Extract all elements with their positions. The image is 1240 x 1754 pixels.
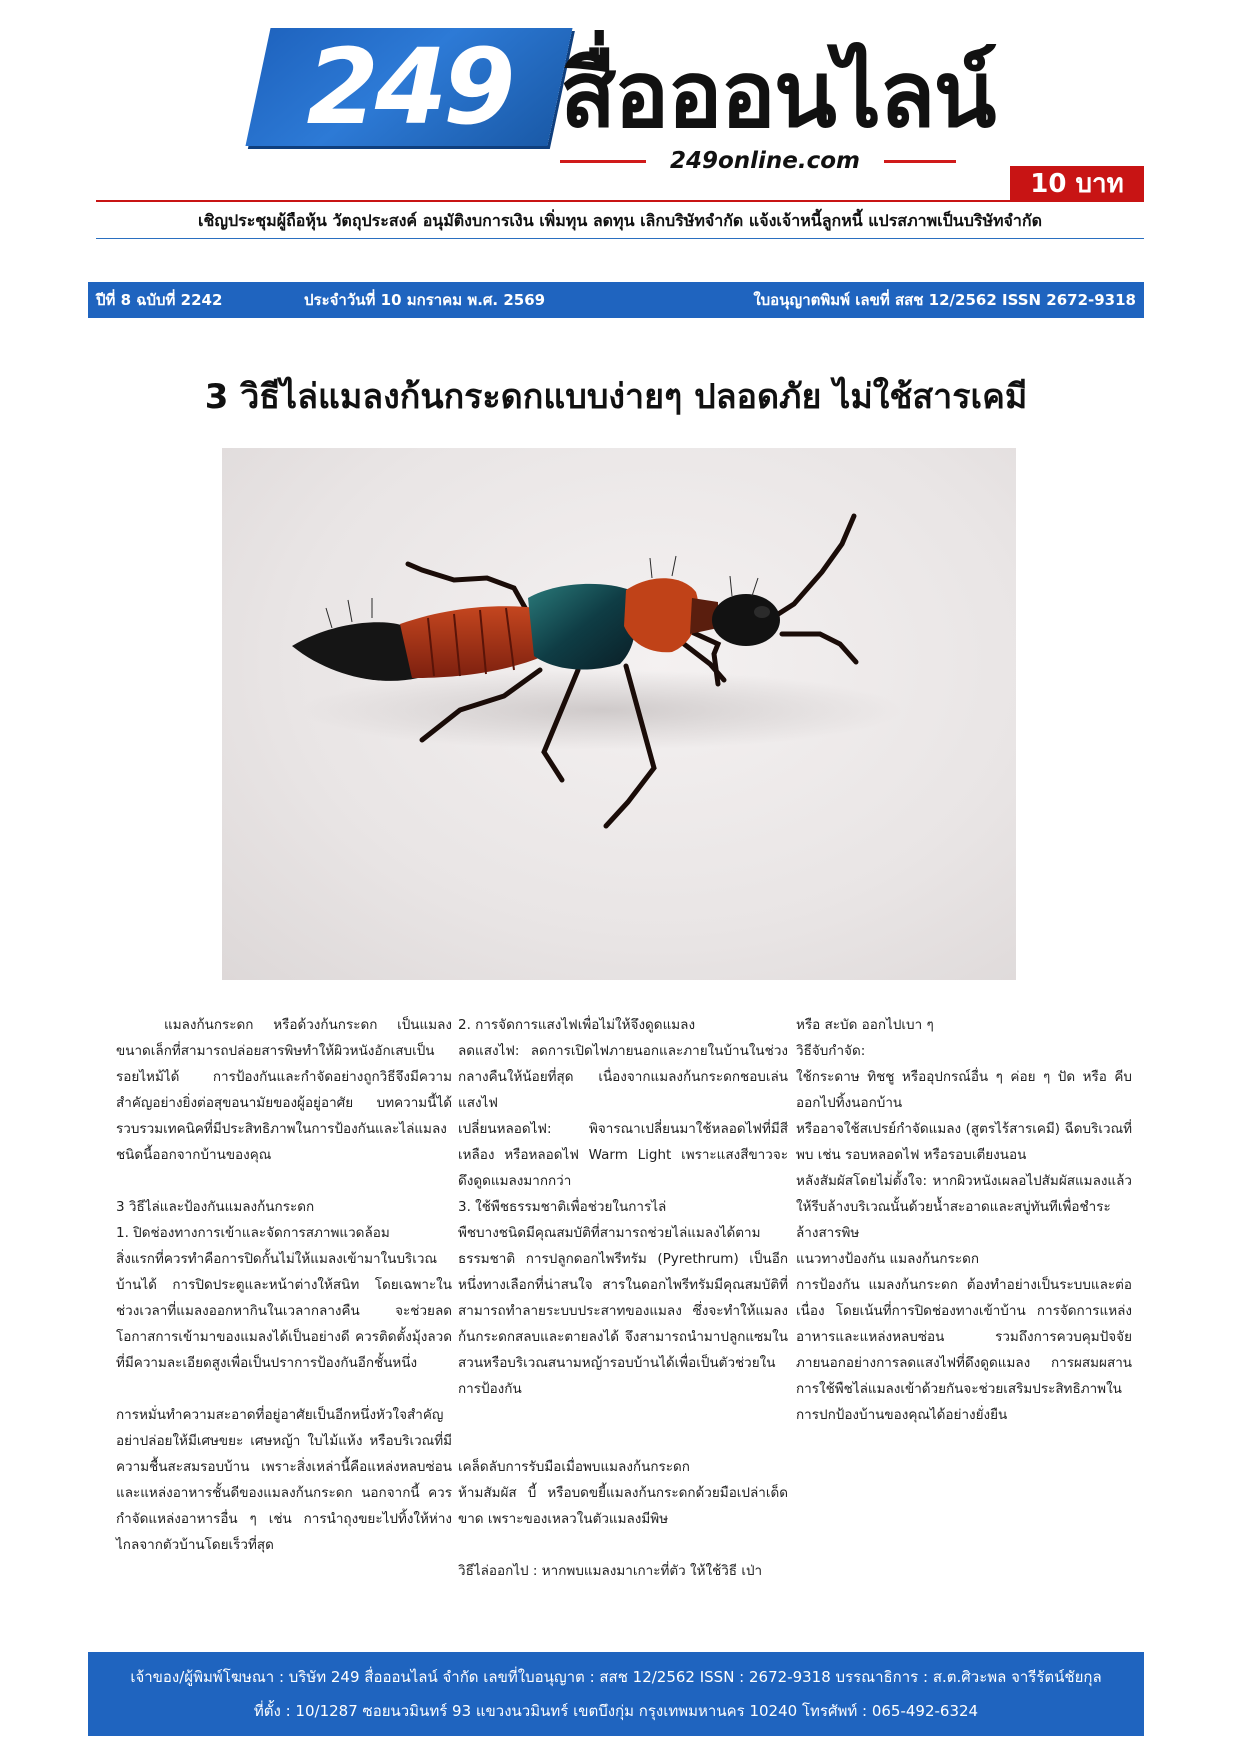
section-heading-methods: 3 วิธีไล่และป้องกันแมลงก้นกระดก bbox=[116, 1199, 315, 1215]
cleaning-paragraph: การหมั่นทำความสะอาดที่อยู่อาศัยเป็นอีกหนึ่งหัวใจสำคัญ อย่าปล่อยให้มีเศษขยะ เศษหญ้า ใบไม้แห้ง หรือบริเวณที่มีความชื้นสะสมรอบบ้าน เพราะสิ่งเหล่านี้คือแหล่งหลบซ่อนและแหล่งอาหารชั้นดีของแมลงก้นกระดก นอกจากนี้ ควรกำจัดแหล่งอาหารอื่น ๆ เช่น การนำถุงขยะไปทิ้งให้ห่างไกลจากตัวบ้านโดยเร็วที่สุด bbox=[116, 1407, 452, 1553]
catch-heading: วิธีจับกำจัด: bbox=[796, 1043, 866, 1059]
change-bulb-paragraph: เปลี่ยนหลอดไฟ: พิจารณาเปลี่ยนมาใช้หลอดไฟที่มีสีเหลือง หรือหลอดไฟ Warm Light เพราะแสงสีขาวจะดึงดูดแมลงมากกว่า bbox=[458, 1121, 788, 1189]
method-3-heading: 3. ใช้พืชธรรมชาติเพื่อช่วยในการไล่ bbox=[458, 1199, 667, 1215]
article-photo-beetle bbox=[222, 448, 1016, 980]
logo-divider-right bbox=[884, 160, 956, 163]
article-column-2 bbox=[458, 1012, 788, 1584]
blow-off-continued: หรือ สะบัด ออกไปเบา ๆ bbox=[796, 1017, 934, 1033]
article-headline: 3 วิธีไล่แมลงก้นกระดกแบบง่ายๆ ปลอดภัย ไม่ใช้สารเคมี bbox=[204, 377, 1028, 417]
method-2-heading: 2. การจัดการแสงไฟเพื่อไม่ให้จึงดูดแมลง bbox=[458, 1017, 696, 1033]
masthead-red-rule bbox=[96, 200, 1144, 202]
site-url[interactable]: 249online.com bbox=[669, 148, 861, 174]
blow-off-paragraph: วิธีไล่ออกไป : หากพบแมลงมาเกาะที่ตัว ให้ใช้วิธี เป่า bbox=[458, 1563, 763, 1579]
footer-address-line: ที่ตั้ง : 10/1287 ซอยนวมินทร์ 93 แขวงนวมินทร์ เขตบึงกุ่ม กรุงเทพมหานคร 10240 โทรศัพท์ : 065-492-6324 bbox=[253, 1702, 979, 1720]
no-touch-paragraph: ห้ามสัมผัส บี้ หรือบดขยี้แมลงก้นกระดกด้วยมือเปล่าเด็ดขาด เพราะของเหลวในตัวแมลงมีพิษ bbox=[458, 1485, 788, 1527]
issue-info-bar bbox=[88, 282, 1144, 318]
issue-date: ประจำวันที่ 10 มกราคม พ.ศ. 2569 bbox=[304, 291, 546, 309]
reduce-light-paragraph: ลดแสงไฟ: ลดการเปิดไฟภายนอกและภายในบ้านในช่วงกลางคืนให้น้อยที่สุด เนื่องจากแมลงก้นกระดกชอบเล่นแสงไฟ bbox=[458, 1043, 788, 1111]
article-intro: แมลงก้นกระดก หรือด้วงก้นกระดก เป็นแมลงขนาดเล็กที่สามารถปล่อยสารพิษทำให้ผิวหนังอักเสบเป็นรอยไหม้ได้ การป้องกันและกำจัดอย่างถูกวิธีจึงมีความสำคัญอย่างยิ่งต่อสุขอนามัยของผู้อยู่อาศัย บทความนี้ได้รวบรวมเทคนิคที่มีประสิทธิภาพในการป้องกันและไล่แมลงชนิดนี้ออกจากบ้านของคุณ bbox=[116, 1017, 452, 1163]
footer-publisher-line: เจ้าของ/ผู้พิมพ์โฆษณา : บริษัท 249 สื่อออนไลน์ จำกัด เลขที่ใบอนุญาต : สสช 12/2562 ISSN : 2672-9318 บรรณาธิการ : ส.ต.ศิวะพล จารีรัตน์ชัยกุล bbox=[130, 1668, 1102, 1686]
tips-heading: เคล็ดลับการรับมือเมื่อพบแมลงก้นกระดก bbox=[458, 1459, 690, 1475]
spray-paragraph: หรืออาจใช้สเปรย์กำจัดแมลง (สูตรไร้สารเคมี) ฉีดบริเวณที่พบ เช่น รอบหลอดไฟ หรือรอบเตียงนอน bbox=[796, 1121, 1132, 1163]
method-1-heading: 1. ปิดช่องทางการเข้าและจัดการสภาพแวดล้อม bbox=[116, 1225, 390, 1241]
logo-text: สื่อออนไลน์ bbox=[560, 41, 995, 148]
beetle-illustration bbox=[222, 448, 1016, 980]
masthead bbox=[0, 0, 1240, 200]
issue-number: ปีที่ 8 ฉบับที่ 2242 bbox=[96, 291, 223, 309]
logo-divider-left bbox=[560, 160, 646, 163]
masthead-blue-rule bbox=[96, 238, 1144, 239]
prevention-heading: แนวทางป้องกัน แมลงก้นกระดก bbox=[796, 1251, 980, 1267]
price-badge: 10 บาท bbox=[1010, 166, 1144, 202]
article-column-1 bbox=[116, 1012, 452, 1558]
prevention-paragraph: การป้องกัน แมลงก้นกระดก ต้องทำอย่างเป็นระบบและต่อเนื่อง โดยเน้นที่การปิดช่องทางเข้าบ้าน การจัดการแหล่งอาหารและแหล่งหลบซ่อน รวมถึงการควบคุมปัจจัยภายนอกอย่างการลดแสงไฟที่ดึงดูดแมลง การผสมผสานการใช้พืชไล่แมลงเข้าด้วยกันจะช่วยเสริมประสิทธิภาพในการปกป้องบ้านของคุณได้อย่างยั่งยืน bbox=[796, 1277, 1132, 1423]
publisher-footer bbox=[88, 1652, 1144, 1736]
plants-paragraph: พืชบางชนิดมีคุณสมบัติที่สามารถช่วยไล่แมลงได้ตามธรรมชาติ การปลูกดอกไพรีทรัม (Pyrethrum) เป็นอีกหนึ่งทางเลือกที่น่าสนใจ สารในดอกไพรีทรัมมีคุณสมบัติที่สามารถทำลายระบบประสาทของแมลง ซึ่งจะทำให้แมลงก้นกระดกสลบและตายลงได้ จึงสามารถนำมาปลูกแซมในสวนหรือบริเวณสนามหญ้ารอบบ้านได้เพื่อเป็นตัวช่วยในการป้องกัน bbox=[458, 1225, 788, 1397]
logo-number: 249 bbox=[306, 26, 512, 148]
method-1-paragraph: สิ่งแรกที่ควรทำคือการปิดกั้นไม่ให้แมลงเข้ามาในบริเวณบ้านได้ การปิดประตูและหน้าต่างให้สนิท โดยเฉพาะในช่วงเวลาที่แมลงออกหากินในเวลากลางคืน จะช่วยลดโอกาสการเข้ามาของแมลงได้เป็นอย่างดี ควรติดตั้งมุ้งลวดที่มีความละเอียดสูงเพื่อเป็นปราการป้องกันอีกชั้นหนึ่ง bbox=[116, 1251, 452, 1371]
article-column-3 bbox=[796, 1012, 1132, 1428]
after-contact-paragraph: หลังสัมผัสโดยไม่ตั้งใจ: หากผิวหนังเผลอไปสัมผัสแมลงแล้ว ให้รีบล้างบริเวณนั้นด้วยน้ำสะอาดและสบู่ทันทีเพื่อชำระล้างสารพิษ bbox=[796, 1173, 1132, 1241]
print-license: ใบอนุญาตพิมพ์ เลขที่ สสช 12/2562 ISSN 2672-9318 bbox=[753, 291, 1136, 309]
catch-paragraph: ใช้กระดาษ ทิชชู หรืออุปกรณ์อื่น ๆ ค่อย ๆ ปัด หรือ คีบ ออกไปทิ้งนอกบ้าน bbox=[796, 1069, 1132, 1111]
logo-number-block bbox=[245, 28, 572, 146]
services-tagline: เชิญประชุมผู้ถือหุ้น วัตถุประสงค์ อนุมัติงบการเงิน เพิ่มทุน ลดทุน เลิกบริษัทจำกัด แจ้งเจ้าหนี้ลูกหนี้ แปรสภาพเป็นบริษัทจำกัด bbox=[198, 211, 1042, 230]
